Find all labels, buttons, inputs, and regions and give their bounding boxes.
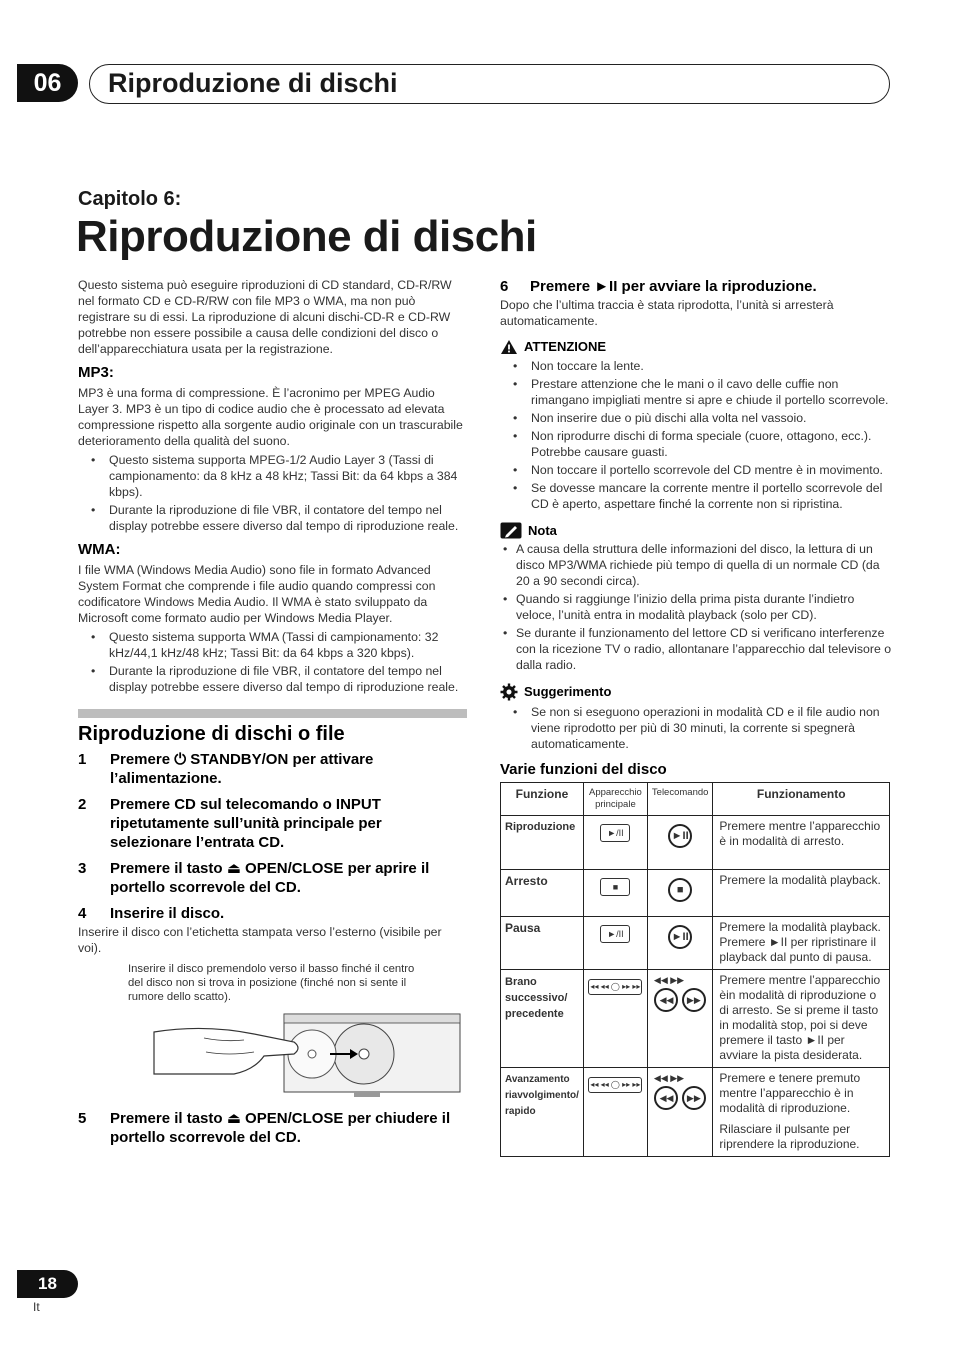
function-description: Premere mentre l’apparecchio èin modalità di riproduzione o di arresto. Se si preme il tasto in modalità stop, poi si deve premere il tasto ►II per avviare la pista desiderata. xyxy=(713,970,890,1068)
section-divider xyxy=(78,709,467,718)
step-text: Premere il tasto ⏏ OPEN/CLOSE per aprire il portello scorrevole del CD. xyxy=(110,860,430,896)
step-number: 1 xyxy=(78,751,87,768)
play-pause-icon: ►/II xyxy=(600,925,630,943)
list-item: • Prestare attenzione che le mani o il cavo delle cuffie non rimangano impigliati mentre si apre e chiude il portello scorrevole. xyxy=(500,376,892,408)
list-item: • Se dovesse mancare la corrente mentre il portello scorrevole del CD è aperto, aspettare finché la corrente non si ripristina. xyxy=(500,480,892,512)
nota-heading xyxy=(500,522,892,539)
list-item: • Questo sistema supporta MPEG-1/2 Audio Layer 3 (Tassi di campionamento: da 8 kHz a 48 kHz; Tassi Bit: da 64 kbps a 384 kbps). xyxy=(78,452,467,500)
step-number: 6 xyxy=(500,278,509,295)
list-item: • Non toccare il portello scorrevole del CD mentre è in movimento. xyxy=(500,462,892,478)
list-item: • Questo sistema supporta WMA (Tassi di campionamento: 32 kHz/44,1 kHz/48 kHz; Tassi Bit: da 64 kbps a 320 kbps). xyxy=(78,629,467,661)
play-pause-icon: ►II xyxy=(668,925,692,949)
list-item: • Se durante il funzionamento del lettore CD si verificano interferenze con la ricezione TV o radio, allontanare l’apparecchio dal televisore o dalla radio. xyxy=(500,625,892,673)
step-6 xyxy=(500,277,892,296)
suggerimento-label: Suggerimento xyxy=(524,684,612,699)
attenzione-bullets xyxy=(500,358,892,512)
column-header: Funzionamento xyxy=(713,783,890,816)
step-number: 2 xyxy=(78,796,87,813)
skip-icons: ◀◀ ▶▶ xyxy=(653,1073,685,1083)
chapter-number-badge: 06 xyxy=(17,64,78,102)
intro-paragraph: Questo sistema può eseguire riproduzioni di CD standard, CD-R/RW nel formato CD e CD-R/RW con file MP3 o WMA, ma non può registrare su di essi. La riproduzione di alcuni dischi-CD-R e CD-RW potrebbe non essere possibile a causa delle condizioni del disco o dell’apparecchiatura usata per la registrazione. xyxy=(78,278,452,356)
table-header-row xyxy=(501,783,890,816)
table-row xyxy=(501,917,890,970)
function-description xyxy=(713,1068,890,1157)
wma-text: I file WMA (Windows Media Audio) sono file in formato Advanced System Format che comprende i file audio quando compressi con codificatore Windows Media Audio. Il WMA è stato sviluppato da Microsoft come formato audio per Windows Media Player. xyxy=(78,563,436,625)
nota-label: Nota xyxy=(528,522,557,538)
left-column xyxy=(78,277,467,1147)
list-item: • Non inserire due o più dischi alla volta nel vassoio. xyxy=(500,410,892,426)
play-pause-icon: ►II xyxy=(668,824,692,848)
function-name: Arresto xyxy=(501,870,584,917)
gear-icon xyxy=(500,683,518,701)
mp3-heading: MP3: xyxy=(78,364,114,381)
stop-icon: ■ xyxy=(668,878,692,902)
language-code: It xyxy=(33,1300,40,1314)
table-row xyxy=(501,816,890,870)
attenzione-heading xyxy=(500,339,892,355)
column-header: Telecomando xyxy=(647,783,713,816)
step-text: Premere ►II per avviare la riproduzione. xyxy=(530,278,817,295)
mp3-text: MP3 è una forma di compressione. È l’acronimo per MPEG Audio Layer 3. MP3 è un tipo di codice audio che è processato ad elevata compressione rispetto alla sorgente audio originale con un trascurabile deterioramento della qualità del suono. xyxy=(78,386,463,448)
step-3 xyxy=(78,859,467,897)
nota-bullets xyxy=(500,541,892,673)
step-text: Premere CD sul telecomando o INPUT ripetutamente sull’unità principale per selezionare l’entrata CD. xyxy=(110,796,382,851)
table-row xyxy=(501,970,890,1068)
list-item: • Durante la riproduzione di file VBR, il contatore del tempo nel display potrebbe essere diverso dal tempo di riproduzione reale. xyxy=(78,502,467,534)
function-description: Premere la modalità playback. xyxy=(713,870,890,917)
section-title: Riproduzione di dischi o file xyxy=(78,723,345,745)
step-number: 3 xyxy=(78,860,87,877)
step-number: 4 xyxy=(78,905,87,922)
suggerimento-heading xyxy=(500,683,892,701)
warning-icon xyxy=(500,339,518,355)
chapter-label: Capitolo 6: xyxy=(78,188,182,210)
table-row xyxy=(501,1068,890,1157)
list-item: • Non toccare la lente. xyxy=(500,358,892,374)
column-header: Apparecchio principale xyxy=(583,783,647,816)
description-line: Rilasciare il pulsante per riprendere la riproduzione. xyxy=(719,1122,860,1151)
step-5 xyxy=(78,1109,467,1147)
step-text: Inserire il disco. xyxy=(110,905,225,922)
step-6-description: Dopo che l’ultima traccia è stata riprodotta, l’unità si arresterà automaticamente. xyxy=(500,298,834,328)
right-column xyxy=(500,277,892,1157)
function-description: Premere mentre l’apparecchio è in modalità di arresto. xyxy=(713,816,890,870)
column-header: Funzione xyxy=(501,783,584,816)
function-name: Brano successivo/ precedente xyxy=(501,970,584,1068)
list-item: • Quando si raggiunge l’inizio della prima pista durante l’indietro veloce, l’unità entra in modalità playback (solo per CD). xyxy=(500,591,892,623)
step-1 xyxy=(78,750,467,788)
list-item: • Se non si eseguono operazioni in modalità CD e il file audio non viene riprodotto per più di 30 minuti, la corrente si spegnerà automaticamente. xyxy=(500,704,892,752)
function-name: Pausa xyxy=(501,917,584,970)
table-title: Varie funzioni del disco xyxy=(500,761,667,778)
page-number: 18 xyxy=(17,1270,78,1298)
fast-forward-icon: ▶▶ xyxy=(682,1086,706,1110)
page-title: Riproduzione di dischi xyxy=(76,212,537,261)
step-2 xyxy=(78,795,467,852)
disc-functions-table xyxy=(500,782,890,1157)
skip-dial-icon: ◂◂ ◂◂ ◯ ▸▸ ▸▸ xyxy=(588,979,642,995)
function-name: Riproduzione xyxy=(501,816,584,870)
attenzione-label: ATTENZIONE xyxy=(524,339,607,354)
wma-bullets xyxy=(78,629,467,695)
wma-heading: WMA: xyxy=(78,541,121,558)
step-number: 5 xyxy=(78,1110,87,1127)
disc-insertion-illustration xyxy=(144,1012,474,1098)
list-item: • A causa della struttura delle informazioni del disco, la lettura di un disco MP3/WMA richiede più tempo di quella di un normale CD (da 20 a 90 secondi circa). xyxy=(500,541,892,589)
previous-icon: ◀◀ xyxy=(654,988,678,1012)
skip-icons: ◀◀ ▶▶ xyxy=(653,975,685,985)
list-item: • Non riprodurre dischi di forma speciale (cuore, ottagono, ecc.). Potrebbe causare guasti. xyxy=(500,428,892,460)
suggerimento-bullets xyxy=(500,704,892,752)
description-line: Premere e tenere premuto mentre l’apparecchio è in modalità di riproduzione. xyxy=(719,1071,861,1115)
step-text: Premere il tasto ⏏ OPEN/CLOSE per chiudere il portello scorrevole del CD. xyxy=(110,1110,451,1146)
chapter-header-title: Riproduzione di dischi xyxy=(89,64,890,104)
skip-dial-icon: ◂◂ ◂◂ ◯ ▸▸ ▸▸ xyxy=(588,1077,642,1093)
rewind-icon: ◀◀ xyxy=(654,1086,678,1110)
step-text: Premere ⏻ STANDBY/ON per attivare l’alimentazione. xyxy=(110,751,374,787)
stop-icon: ■ xyxy=(600,878,630,896)
list-item: • Durante la riproduzione di file VBR, il contatore del tempo nel display potrebbe essere diverso dal tempo di riproduzione reale. xyxy=(78,663,467,695)
table-row xyxy=(501,870,890,917)
next-icon: ▶▶ xyxy=(682,988,706,1012)
mp3-bullets xyxy=(78,452,467,534)
step-4-description: Inserire il disco con l’etichetta stampata verso l’esterno (visibile per voi). xyxy=(78,925,442,955)
function-name: Avanzamento riavvolgimento/ rapido xyxy=(501,1068,584,1157)
step-4 xyxy=(78,904,467,923)
function-description: Premere la modalità playback. Premere ►II per ripristinare il playback dal punto di pausa. xyxy=(713,917,890,970)
note-icon xyxy=(500,522,522,539)
illustration-caption: Inserire il disco premendolo verso il basso finché il centro del disco non si trova in posizione (finché non si sente il rumore dello scatto). xyxy=(128,963,415,1003)
play-pause-icon: ►/II xyxy=(600,824,630,842)
